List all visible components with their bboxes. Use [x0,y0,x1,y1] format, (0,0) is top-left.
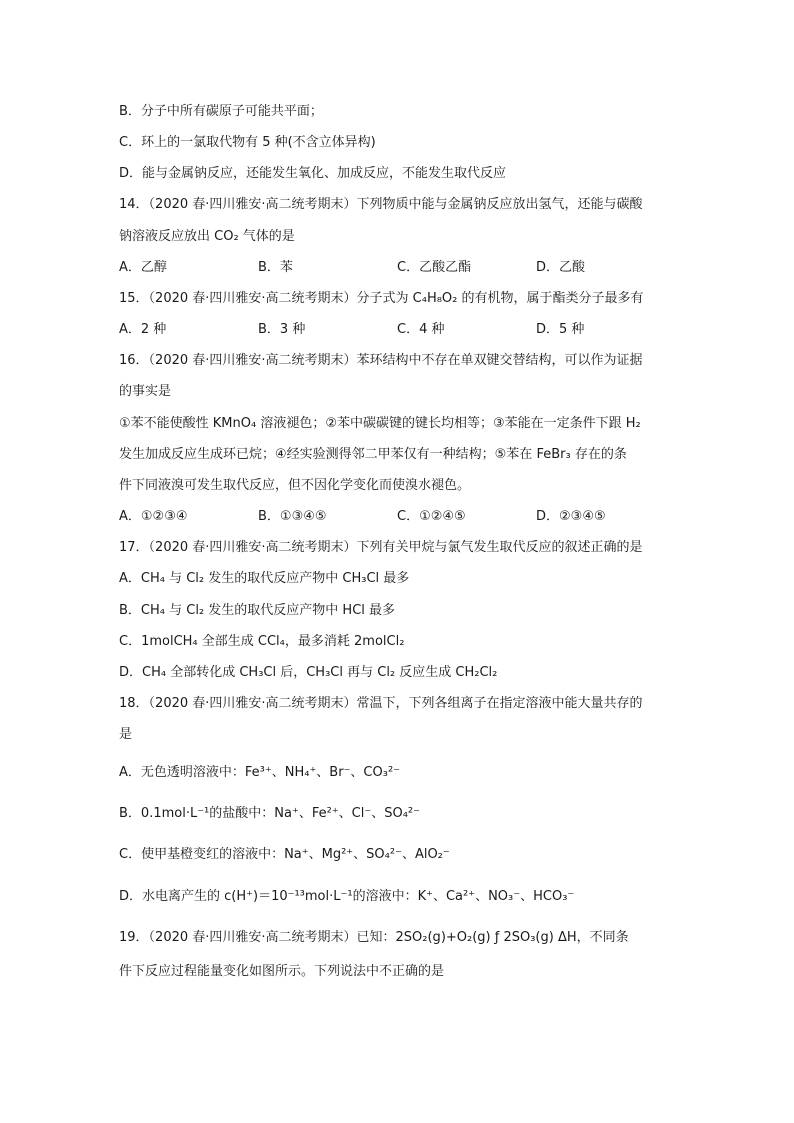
q18-option-a: A．无色透明溶液中：Fe³⁺、NH₄⁺、Br⁻、CO₃²⁻ [119,765,401,780]
q16-stem-line-2: 的事实是 [119,384,172,399]
q15-option-d: D．5 种 [536,322,585,337]
q16-facts-line-1: ①苯不能使酸性 KMnO₄ 溶液褪色；②苯中碳碳键的键长均相等；③苯能在一定条件下跟 H₂ [119,416,641,431]
q17-option-b: B．CH₄ 与 Cl₂ 发生的取代反应产物中 HCl 最多 [119,603,396,618]
q13-option-b: B．分子中所有碳原子可能共平面； [119,104,323,119]
q16-stem-line-1: 16．（2020 春·四川雅安·高二统考期末）苯环结构中不存在单双键交替结构，可以作为证据 [119,353,643,368]
q16-facts-line-2: 发生加成反应生成环已烷；④经实验测得邻二甲苯仅有一种结构；⑤苯在 FeBr₃ 存在的条 [119,447,627,462]
q16-facts-line-3: 件下同液溴可发生取代反应，但不因化学变化而使溴水褪色。 [119,478,471,493]
q19-stem-line-1: 19．（2020 春·四川雅安·高二统考期末）已知：2SO₂(g)+O₂(g) ƒ 2SO₃(g) ΔH，不同条 [119,930,629,945]
q13-option-c: C．环上的一氯取代物有 5 种(不含立体异构) [119,135,376,150]
q17-option-d: D．CH₄ 全部转化成 CH₃Cl 后，CH₃Cl 再与 Cl₂ 反应生成 CH₂Cl₂ [119,665,498,680]
q14-option-d: D．乙酸 [536,260,586,275]
q15-option-b: B．3 种 [258,322,306,337]
q14-stem-line-1: 14．（2020 春·四川雅安·高二统考期末）下列物质中能与金属钠反应放出氢气，还能与碳酸 [119,197,643,212]
q16-option-a: A．①②③④ [119,509,188,524]
q15-option-a: A．2 种 [119,322,167,337]
q18-stem-line-2: 是 [119,727,133,742]
q16-option-b: B．①③④⑤ [258,509,327,524]
q18-stem-line-1: 18．（2020 春·四川雅安·高二统考期末）常温下，下列各组离子在指定溶液中能大量共存的 [119,696,643,711]
q15-option-c: C．4 种 [397,322,445,337]
q17-option-a: A．CH₄ 与 Cl₂ 发生的取代反应产物中 CH₃Cl 最多 [119,571,410,586]
q14-option-a: A．乙醇 [119,260,167,275]
q15-stem: 15．（2020 春·四川雅安·高二统考期末）分子式为 C₄H₈O₂ 的有机物，属于酯类分子最多有 [119,291,644,306]
q14-option-c: C．乙酸乙酯 [397,260,472,275]
q16-option-c: C．①②④⑤ [397,509,466,524]
q16-option-d: D．②③④⑤ [536,509,606,524]
q17-stem: 17．（2020 春·四川雅安·高二统考期末）下列有关甲烷与氯气发生取代反应的叙述正确的是 [119,540,643,555]
q18-option-d: D．水电离产生的 c(H⁺)＝10⁻¹³mol·L⁻¹的溶液中：K⁺、Ca²⁺、NO₃⁻、HCO₃⁻ [119,889,575,904]
q14-option-b: B．苯 [258,260,293,275]
q14-stem-line-2: 钠溶液反应放出 CO₂ 气体的是 [119,229,295,244]
q19-stem-line-2: 件下反应过程能量变化如图所示。下列说法中不正确的是 [119,964,445,979]
q17-option-c: C．1molCH₄ 全部生成 CCl₄，最多消耗 2molCl₂ [119,634,405,649]
q18-option-c: C．使甲基橙变红的溶液中：Na⁺、Mg²⁺、SO₄²⁻、AlO₂⁻ [119,847,450,862]
q13-option-d: D．能与金属钠反应，还能发生氧化、加成反应，不能发生取代反应 [119,166,507,181]
q18-option-b: B．0.1mol·L⁻¹的盐酸中：Na⁺、Fe²⁺、Cl⁻、SO₄²⁻ [119,806,420,821]
